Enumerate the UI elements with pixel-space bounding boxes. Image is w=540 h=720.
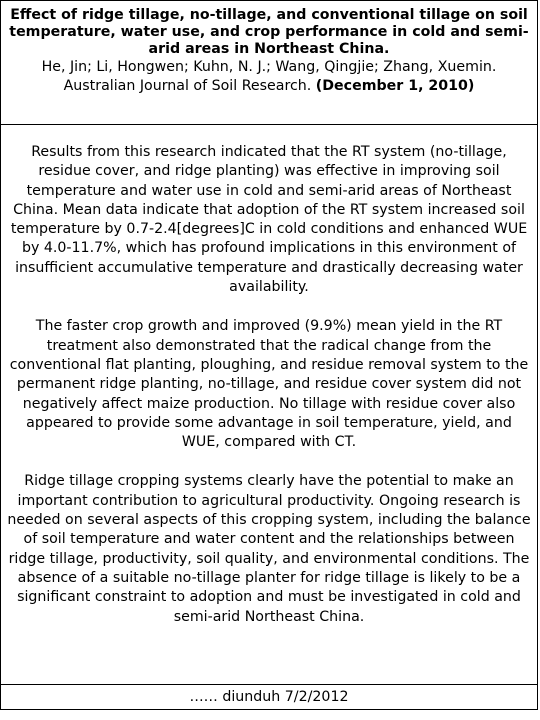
journal-name: Australian Journal of Soil Research. (63, 78, 312, 94)
journal-line (5, 77, 533, 96)
paragraph-yield: The faster crop growth and improved (9.9%) mean yield in the RT treatment also demonstrated that the radical change from the conventional flat planting, ploughing, and residue removal system to the permanent ridge planting, no-tillage, and residue cover system did not negatively affect maize production. No tillage with residue cover also appeared to provide some advantage in soil temperature, yield, and WUE, compared with CT. (9, 318, 529, 451)
citation-header (0, 0, 538, 125)
article-title: Effect of ridge tillage, no-tillage, and conventional tillage on soil temperature, water use, and crop performance in cold and semi-arid areas in Northeast China. (9, 7, 529, 57)
publication-date: (December 1, 2010) (315, 78, 475, 94)
article-authors: He, Jin; Li, Hongwen; Kuhn, N. J.; Wang, Qingjie; Zhang, Xuemin. (41, 59, 497, 75)
paragraph-conclusion: Ridge tillage cropping systems clearly have the potential to make an important contribution to agricultural productivity. Ongoing research is needed on several aspects of this cropping system, including the balance of soil temperature and water content and the relationships between ridge tillage, productivity, soil quality, and environmental conditions. The absence of a suitable no-tillage planter for ridge tillage is likely to be a significant constraint to adoption and must be investigated in cold and semi-arid Northeast China. (7, 473, 531, 625)
paragraph-results: Results from this research indicated that the RT system (no-tillage, residue cover, and ridge planting) was effective in improving soil temperature and water use in cold and semi-arid areas of Northeast China. Mean data indicate that adoption of the RT system increased soil temperature by 0.7-2.4[degrees]C in cold conditions and enhanced WUE by 4.0-11.7%, which has profound implications in this environment of insufficient accumulative temperature and drastically decreasing water availability. (10, 144, 528, 296)
abstract-body (0, 125, 538, 685)
download-footer (0, 684, 538, 710)
footer-text: …… diunduh 7/2/2012 (189, 689, 349, 705)
